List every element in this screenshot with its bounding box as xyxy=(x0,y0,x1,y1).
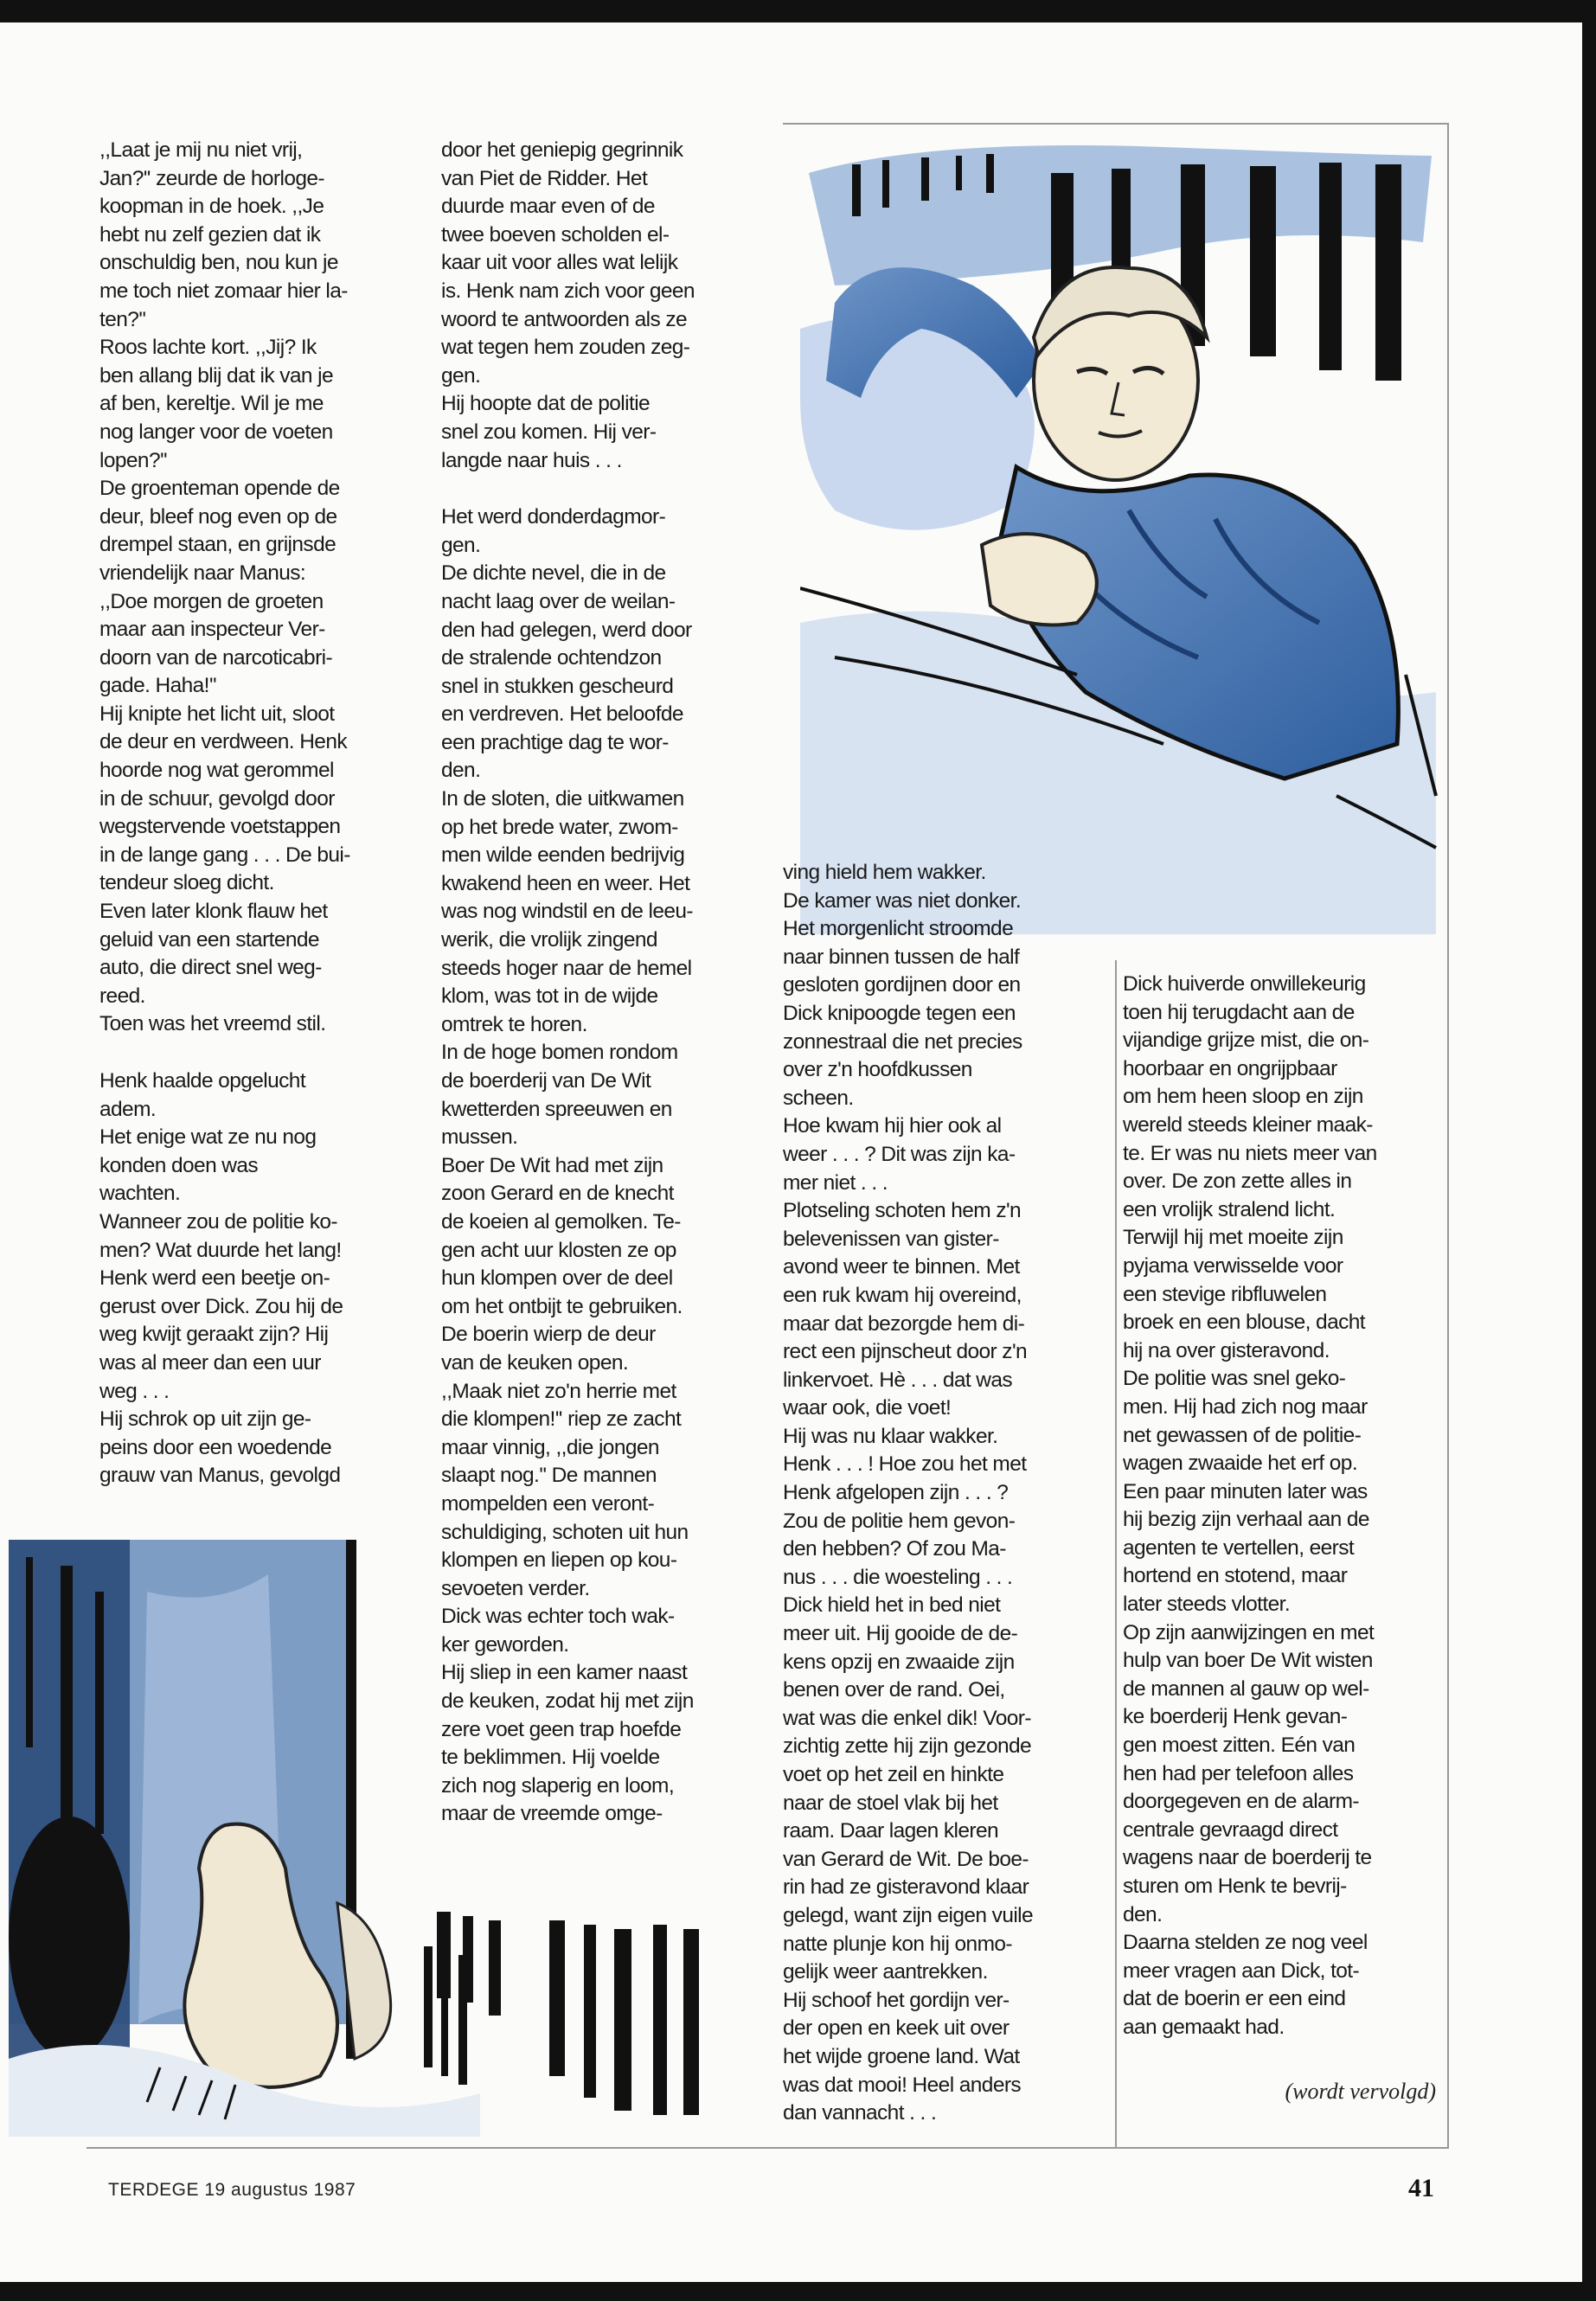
text-column-3 xyxy=(783,859,1112,2128)
column-rule xyxy=(1115,960,1117,2147)
bottom-rule xyxy=(87,2147,1449,2149)
paragraph: ving hield hem wakker. De kamer was niet donker. Het morgenlicht stroomde naar binnen tussen de half gesloten gordijnen door en Dick knipoogde tegen een zonnestraal die net precies over z'n hoofdkussen scheen. Hoe kwam hij hier ook al weer . . . ? Dit was zijn ka- mer niet . . . Plotseling schoten hem z'n belevenissen van gister- avond weer te binnen. Met een ruk kwam hij overeind, maar dat bezorgde hem di- rect een pijnscheut door z'n linkervoet. Hè . . . dat was waar ook, die voet! Hij was nu klaar wakker. Henk . . . ! Hoe zou het met Henk afgelopen zijn . . . ? Zou de politie hem gevon- den hebben? Of zou Ma- nus . . . die woesteling . . . Dick hield het in bed niet meer uit. Hij gooide de de- kens opzij en zwaaide zijn benen over de rand. Oei, wat was die enkel dik! Voor- zichtig zette hij zijn gezonde voet op het zeil en hinkte naar de stoel vlak bij het raam. Daar lagen kleren van Gerard de Wit. De boe- rin had ze gisteravond klaar gelegd, want zijn eigen vuile natte plunje kon hij onmo- gelijk weer aantrekken. Hij schoof het gordijn ver- der open en keek uit over het wijde groene land. Wat was dat mooi! Heel anders dan vannacht . . . xyxy=(783,861,1034,2125)
page-number: 41 xyxy=(1408,2174,1434,2202)
top-rule xyxy=(783,123,1449,125)
illustration-boy-in-bed xyxy=(800,138,1440,934)
to-be-continued: (wordt vervolgd) xyxy=(1285,2079,1436,2104)
scan-border-top xyxy=(0,0,1596,22)
illustration-bars xyxy=(428,1903,714,2119)
text-column-4 xyxy=(1123,971,1443,2042)
paragraph: Dick huiverde onwillekeurig toen hij terugdacht aan de vijandige grijze mist, die on- hoorbaar en ongrijpbaar om hem heen sloop en zijn wereld steeds kleiner maak- te. Er was nu niets meer van over. De zon zette alles in een vrolijk stralend licht. Terwijl hij met moeite zijn pyjama verwisselde voor een stevige ribfluwelen broek en een blouse, dacht hij na over gisteravond. De politie was snel geko- men. Hij had zich nog maar net gewassen of de politie- wagen zwaaide het erf op. Een paar minuten later was hij bezig zijn verhaal aan de agenten te vertellen, eerst hortend en stotend, maar later steeds vlotter. Op zijn aanwijzingen en met hulp van boer De Wit wisten de mannen al gauw op wel- ke boerderij Henk gevan- gen moest zitten. Eén van hen had per telefoon alles doorgegeven en de alarm- centrale gevraagd direct wagens naar de boerderij te sturen om Henk te bevrij- den. Daarna stelden ze nog veel meer vragen aan Dick, tot- dat de boerin er een eind aan gemaakt had. xyxy=(1123,972,1377,2039)
paragraph: ,,Laat je mij nu niet vrij, Jan?'' zeurde de horloge- koopman in de hoek. ,,Je hebt nu zelf gezien dat ik onschuldig ben, nou kun je me toch niet zomaar hier la- ten?'' Roos lachte kort. ,,Jij? Ik ben allang blij dat ik van je af ben, kereltje. Wil je me nog langer voor de voeten lopen?'' De groenteman opende de deur, bleef nog even op de drempel staan, en grijnsde vriendelijk naar Manus: ,,Doe morgen de groeten maar aan inspecteur Ver- doorn van de narcoticabri- gade. Haha!'' Hij knipte het licht uit, sloot de deur en verdween. Henk hoorde nog wat gerommel in de schuur, gevolgd door wegstervende voetstappen in de lange gang . . . De bui- tendeur sloeg dicht. Even later klonk flauw het geluid van een startende auto, die direct snel weg- reed. Toen was het vreemd stil. xyxy=(99,138,350,1036)
text-column-2 xyxy=(441,137,770,1829)
footer-publication: TERDEGE 19 augustus 1987 xyxy=(108,2180,356,2200)
paragraph: Het werd donderdagmor- gen. De dichte nevel, die in de nacht laag over de weilan- den had gelegen, werd door de stralende ochtendzon snel in stukken gescheurd en verdreven. Het beloofde een prachtige dag te wor- den. In de sloten, die uitkwamen op het brede water, zwom- men wilde eenden bedrijvig kwakend heen en weer. Het was nog windstil en de leeu- werik, die vrolijk zingend steeds hoger naar de hemel klom, was tot in de wijde omtrek te horen. In de hoge bomen rondom de boerderij van De Wit kwetterden spreeuwen en mussen. Boer De Wit had met zijn zoon Gerard en de knecht de koeien al gemolken. Te- gen acht uur klosten ze op hun klompen over de deel om het ontbijt te gebruiken. De boerin wierp de deur van de keuken open. ,,Maak niet zo'n herrie met die klompen!'' riep ze zacht maar vinnig, ,,die jongen slaapt nog.'' De mannen mompelden een veront- schuldiging, schoten uit hun klompen en liepen op kou- sevoeten verder. Dick was echter toch wak- ker geworden. Hij sliep in een kamer naast de keuken, zodat hij met zijn zere voet geen trap hoefde te beklimmen. Hij voelde zich nog slaperig en loom, maar de vreemde omge- xyxy=(441,505,694,1826)
scan-border-bottom xyxy=(0,2282,1596,2301)
text-column-1 xyxy=(99,137,420,1490)
illustration-hand-at-door xyxy=(9,1540,480,2137)
paragraph: door het geniepig gegrinnik van Piet de Ridder. Het duurde maar even of de twee boeven scholden el- kaar uit voor alles wat lelijk is. Henk nam zich voor geen woord te antwoorden als ze wat tegen hem zouden zeg- gen. Hij hoopte dat de politie snel zou komen. Hij ver- langde naar huis . . . xyxy=(441,138,695,472)
right-rule xyxy=(1447,123,1449,2147)
paragraph: Henk haalde opgelucht adem. Het enige wat ze nu nog konden doen was wachten. Wanneer zou de politie ko- men? Wat duurde het lang! Henk werd een beetje on- gerust over Dick. Zou hij de weg kwijt geraakt zijn? Hij was al meer dan een uur weg . . . Hij schrok op uit zijn ge- peins door een woedende grauw van Manus, gevolgd xyxy=(99,1069,343,1488)
scan-border-right xyxy=(1582,0,1596,2301)
